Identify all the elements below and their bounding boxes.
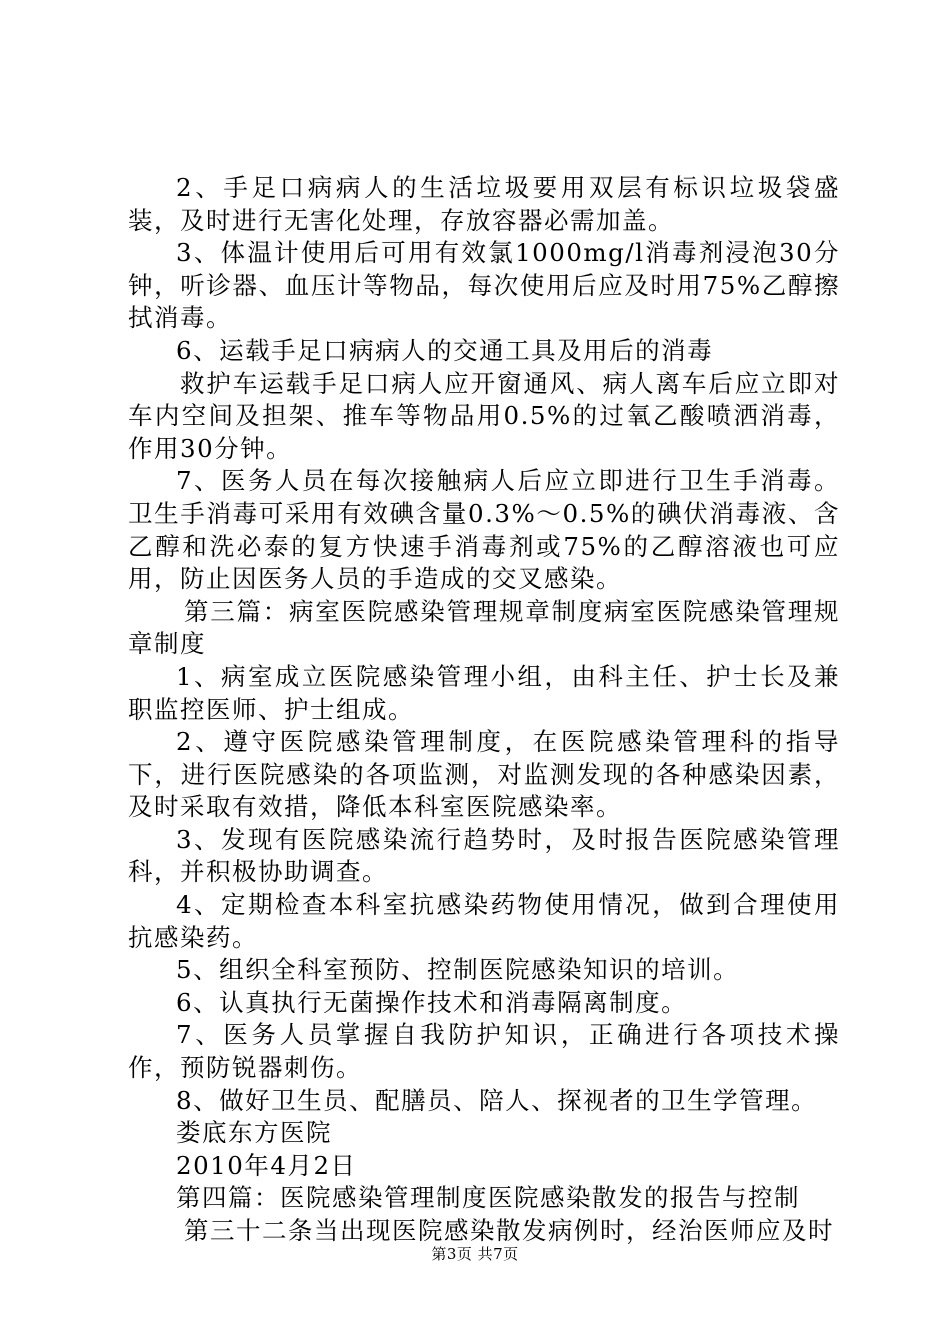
paragraph: 6、认真执行无菌操作技术和消毒隔离制度。 [176,987,688,1017]
paragraph: 第三十二条当出现医院感染散发病例时，经治医师应及时 [184,1216,834,1245]
document-body [128,172,840,1248]
paragraph: 3、体温计使用后可用有效氯1000mg/l消毒剂浸泡30分钟，听诊器、血压计等物品，每次使用后应及时用75%乙醇擦拭消毒。 [128,238,840,333]
section-heading: 第三篇：病室医院感染管理规章制度病室医院感染管理规章制度 [128,596,840,659]
paragraph: 5、组织全科室预防、控制医院感染知识的培训。 [176,955,740,985]
section-heading: 第四篇：医院感染管理制度医院感染散发的报告与控制 [176,1183,800,1213]
paragraph: 7、医务人员在每次接触病人后应立即进行卫生手消毒。卫生手消毒可采用有效碘含量0.3%～0.5%的碘伏消毒液、含乙醇和洗必泰的复方快速手消毒剂或75%的乙醇溶液也可应用，防止因医务人员的手造成的交叉感染。 [128,466,840,594]
paragraph: 1、病室成立医院感染管理小组，由科主任、护士长及兼职监控医师、护士组成。 [128,661,840,724]
page-number-footer: 第3页 共7页 [431,1245,519,1263]
paragraph: 2、手足口病病人的生活垃圾要用双层有标识垃圾袋盛装，及时进行无害化处理，存放容器必需加盖。 [128,173,840,235]
paragraph: 8、做好卫生员、配膳员、陪人、探视者的卫生学管理。 [176,1085,818,1115]
paragraph: 7、医务人员掌握自我防护知识，正确进行各项技术操作，预防锐器刺伤。 [128,1020,840,1083]
paragraph: 2、遵守医院感染管理制度，在医院感染管理科的指导下，进行医院感染的各项监测，对监测发现的各种感染因素，及时采取有效措，降低本科室医院感染率。 [128,727,840,822]
paragraph: 3、发现有医院感染流行趋势时，及时报告医院感染管理科，并积极协助调查。 [128,824,840,887]
paragraph: 6、运载手足口病病人的交通工具及用后的消毒 [176,335,714,365]
paragraph: 救护车运载手足口病人应开窗通风、病人离车后应立即对车内空间及担架、推车等物品用0.5%的过氧乙酸喷洒消毒，作用30分钟。 [128,368,840,463]
signature-date: 2010年4月2日 [176,1150,357,1180]
signature-org: 娄底东方医院 [176,1118,332,1148]
paragraph: 4、定期检查本科室抗感染药物使用情况，做到合理使用抗感染药。 [128,890,840,952]
